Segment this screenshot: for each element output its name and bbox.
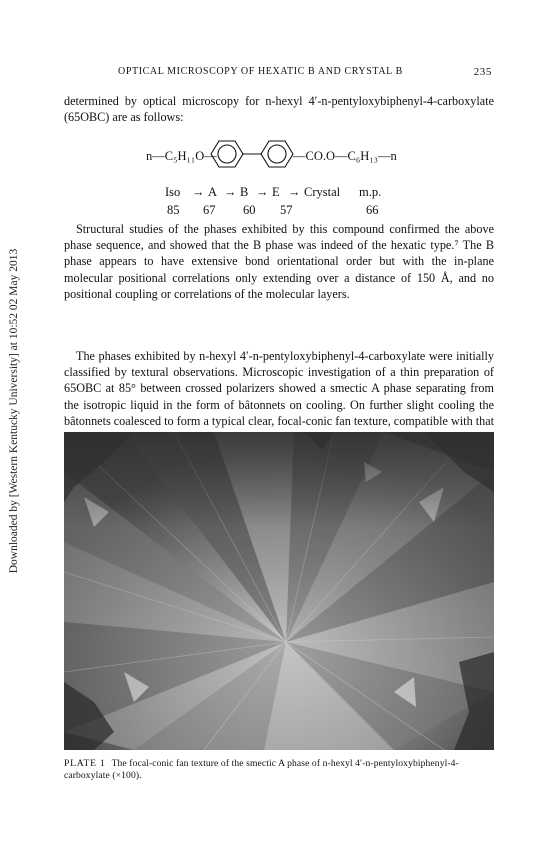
temp-e-crystal: 57 — [280, 203, 293, 217]
phase-e: E — [272, 185, 280, 199]
structural-studies-paragraph: Structural studies of the phases exhibited by this compound confirmed the above phase sequence, and showed that the B phase was indeed of the hexatic type.⁷ The B phase appears to have extensive bond orientational order but with the in-plane molecular positional correlations only extending over a distance of 150 Å, and no positional coupling or correlations of the molecular layers. — [64, 222, 494, 301]
aromatic-circle-1 — [218, 145, 236, 163]
phase-b: B — [240, 185, 249, 199]
running-title: OPTICAL MICROSCOPY OF HEXATIC B AND CRYSTAL B — [118, 66, 403, 77]
formula-left-group: n—C₅H₁₁O— — [146, 149, 217, 163]
biphenyl-structure-drawing — [0, 138, 552, 172]
plate-caption — [64, 758, 494, 782]
textural-observations-paragraph: The phases exhibited by n-hexyl 4′-n-pentyloxybiphenyl-4-carboxylate were initially classified by textural observations. Microscopic investigation of a thin preparation of 65OBC at 85° between crossed polarizers showed a smectic A phase separating from the isotropic liquid in the form of bâtonnets on cooling. On further slight cooling the bâtonnets coalesced to form a typical clear, focal-conic fan texture, compatible with that — [64, 349, 494, 428]
phase-crystal: Crystal — [304, 185, 341, 199]
temp-melting-point: 66 — [366, 203, 379, 217]
arrow-1: → — [192, 185, 205, 199]
temp-b-e: 60 — [243, 203, 256, 217]
aromatic-circle-2 — [268, 145, 286, 163]
arrow-2: → — [224, 185, 237, 199]
melting-point-label: m.p. — [359, 185, 382, 199]
chemical-structure — [0, 138, 552, 172]
download-stamp: Downloaded by [Western Kentucky University] at 10:52 02 May 2013 — [8, 248, 20, 574]
phase-iso: Iso — [165, 185, 181, 199]
caption-label: PLATE 1 — [64, 758, 106, 769]
phase-a: A — [208, 185, 218, 199]
arrow-4: → — [288, 185, 301, 199]
arrow-3: → — [256, 185, 269, 199]
intro-paragraph: determined by optical microscopy for n-hexyl 4′-n-pentyloxybiphenyl-4-carboxylate (65OBC) are as follows: — [64, 94, 494, 125]
formula-right-group: —CO.O—C₆H₁₃—n — [293, 149, 397, 163]
plate-1-micrograph — [64, 432, 494, 750]
caption-text: The focal-conic fan texture of the smectic A phase of n-hexyl 4′-n-pentyloxybiphenyl-4-carboxylate (×100). — [64, 758, 459, 781]
page-number: 235 — [473, 66, 492, 78]
temp-iso-a: 85 — [167, 203, 180, 217]
temp-a-b: 67 — [203, 203, 216, 217]
focal-conic-texture-image — [64, 432, 494, 750]
